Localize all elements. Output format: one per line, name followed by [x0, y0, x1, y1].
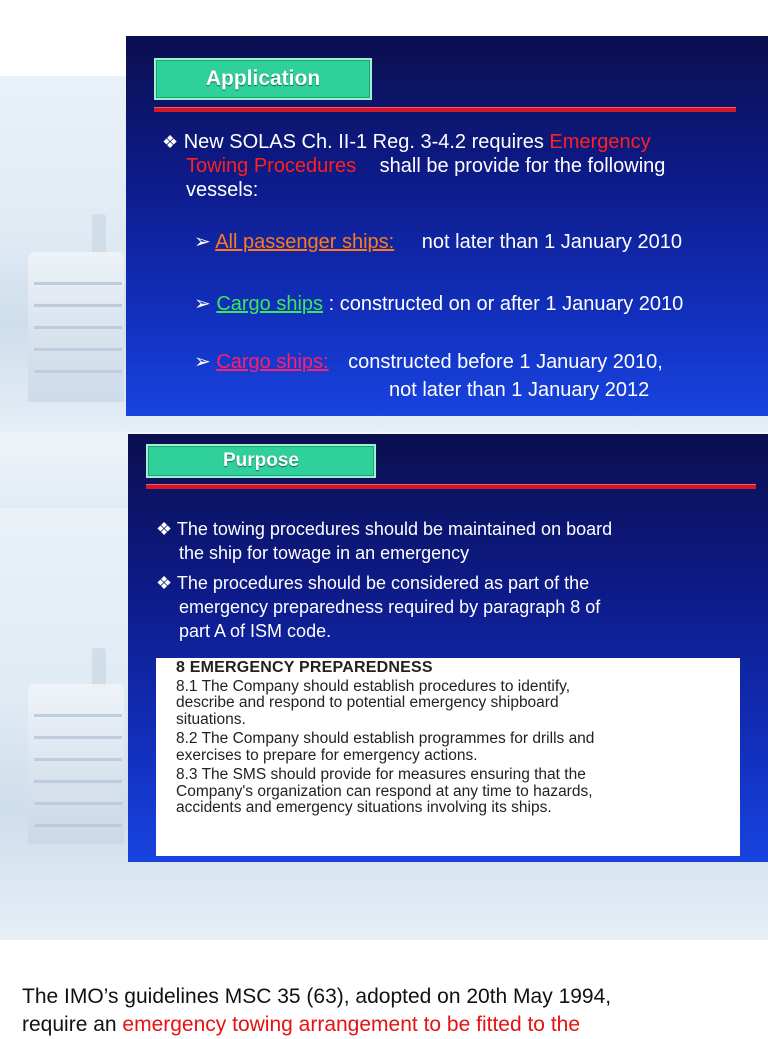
ship-funnel-icon: [92, 648, 106, 688]
bullet-text: emergency preparedness required by paragraph 8 of: [179, 597, 601, 617]
slide-header-purpose: Purpose: [146, 444, 376, 478]
ism-line: 8.1 The Company should establish procedures to identify,: [176, 677, 571, 695]
ism-paragraph-8-1: [176, 679, 740, 729]
cruise-ship-image: [28, 252, 124, 402]
ism-line: exercises to prepare for emergency actions.: [176, 746, 478, 764]
ism-paragraph-8-3: [176, 767, 740, 817]
ship-funnel-icon: [92, 214, 106, 254]
application-slide: [126, 36, 768, 416]
list-item: [194, 230, 682, 254]
body-line: The IMO’s guidelines MSC 35 (63), adopted on 20th May 1994,: [22, 985, 612, 1008]
ism-line: 8.2 The Company should establish programmes for drills and: [176, 730, 595, 747]
arrow-bullet-icon: ➢: [194, 293, 211, 315]
diamond-bullet-icon: ❖: [156, 573, 173, 593]
ism-line: describe and respond to potential emergency shipboard: [176, 694, 559, 711]
intro-highlight: Emergency: [549, 131, 651, 153]
purpose-slide: [128, 434, 768, 862]
purpose-bullet: [156, 571, 589, 595]
intro-line-2: [186, 154, 665, 178]
body-line: [22, 1011, 762, 1039]
arrow-bullet-icon: ➢: [194, 231, 211, 253]
intro-line-1: [162, 130, 651, 154]
intro-line-3: vessels:: [186, 179, 259, 201]
item-separator: :: [328, 293, 335, 315]
cruise-ship-image: [28, 684, 124, 844]
body-text: require an: [22, 1013, 123, 1036]
list-item: [194, 350, 663, 374]
item-text: not later than 1 January 2010: [421, 231, 682, 253]
item-text-continued: not later than 1 January 2012: [389, 379, 650, 401]
ism-title: 8 EMERGENCY PREPAREDNESS: [176, 659, 433, 676]
ism-line: accidents and emergency situations involving its ships.: [176, 799, 552, 816]
item-label: All passenger ships:: [215, 231, 395, 253]
list-item: [194, 292, 683, 316]
ism-line: Company's organization can respond at any time to hazards,: [176, 782, 593, 800]
body-highlight: emergency towing arrangement to be fitted to the: [122, 1013, 581, 1036]
slide-header-application: Application: [154, 58, 372, 100]
intro-highlight: Towing Procedures: [186, 155, 357, 177]
header-divider: [154, 107, 736, 112]
item-text: constructed before 1 January 2010,: [348, 351, 663, 373]
arrow-bullet-icon: ➢: [194, 351, 211, 373]
bullet-text: the ship for towage in an emergency: [179, 543, 470, 563]
ism-line: situations.: [176, 710, 246, 728]
purpose-bullet: [156, 517, 612, 541]
item-label: Cargo ships: [216, 293, 324, 315]
diamond-bullet-icon: ❖: [156, 519, 173, 539]
bullet-text: The towing procedures should be maintained on board: [176, 519, 613, 539]
item-text: constructed on or after 1 January 2010: [339, 293, 684, 315]
bullet-text: part A of ISM code.: [179, 621, 332, 641]
bullet-text: The procedures should be considered as part of the: [176, 573, 590, 593]
header-divider: [146, 484, 756, 489]
ism-code-excerpt: [156, 658, 740, 856]
intro-text: shall be provide for the following: [379, 155, 666, 177]
intro-text: New SOLAS Ch. II-1 Reg. 3-4.2 requires: [183, 131, 550, 153]
ism-paragraph-8-2: [176, 731, 740, 764]
body-paragraph: [22, 983, 762, 1039]
item-label: Cargo ships:: [216, 351, 329, 373]
ism-line: 8.3 The SMS should provide for measures ensuring that the: [176, 766, 586, 783]
diamond-bullet-icon: ❖: [162, 132, 179, 152]
